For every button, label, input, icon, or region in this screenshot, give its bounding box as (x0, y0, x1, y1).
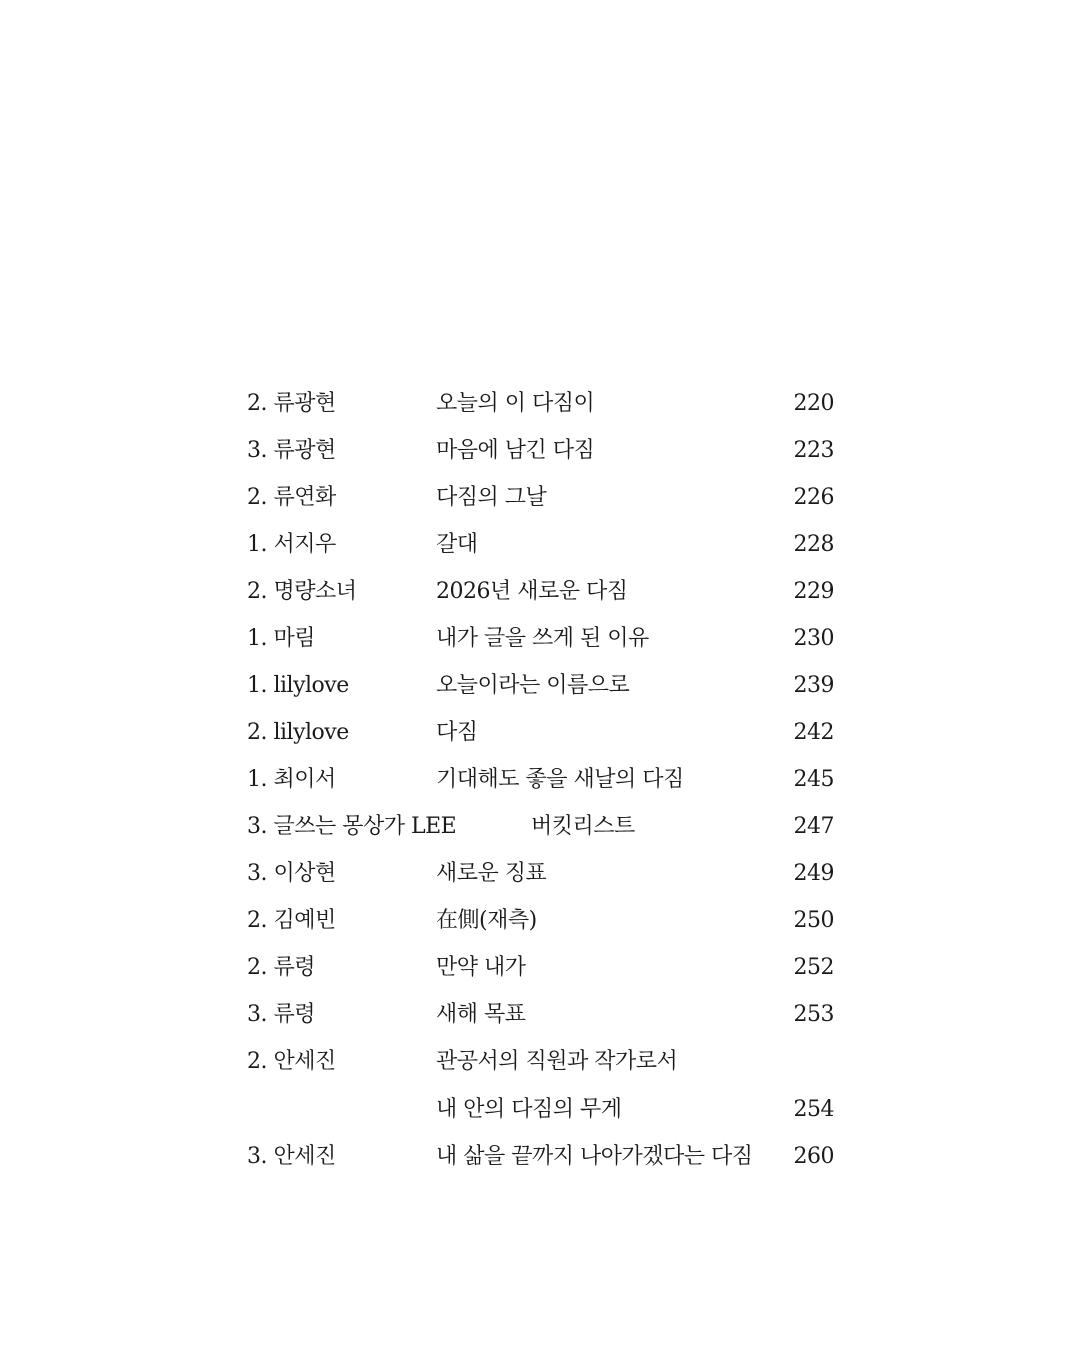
toc-author: 3. 안세진 (247, 1144, 336, 1169)
toc-author: 1. 최이서 (247, 767, 336, 792)
toc-page-number: 226 (793, 485, 834, 510)
toc-entry (0, 663, 1080, 710)
toc-page-number: 220 (793, 391, 834, 416)
toc-author: 1. 서지우 (247, 532, 336, 557)
toc-author: 3. 이상현 (247, 861, 336, 886)
toc-title: 오늘이라는 이름으로 (436, 673, 630, 698)
toc-entry (0, 569, 1080, 616)
toc-page-number: 223 (793, 438, 834, 463)
toc-title: 새해 목표 (436, 1002, 526, 1027)
toc-author: 3. 류광현 (247, 438, 336, 463)
toc-author: 3. 글쓰는 몽상가 LEE (247, 814, 457, 839)
toc-title: 오늘의 이 다짐이 (436, 391, 595, 416)
toc-page-number: 247 (793, 814, 834, 839)
toc-title: 관공서의 직원과 작가로서 (436, 1049, 678, 1074)
toc-title: 마음에 남긴 다짐 (436, 438, 595, 463)
toc-title: 在側(재측) (436, 908, 537, 933)
toc-page-number: 249 (793, 861, 834, 886)
toc-entry (0, 1134, 1080, 1181)
toc-page-number: 253 (793, 1002, 834, 1027)
toc-title: 다짐 (436, 720, 478, 745)
toc-page-number: 228 (793, 532, 834, 557)
toc-entry (0, 945, 1080, 992)
toc-title: 버킷리스트 (531, 814, 635, 839)
toc-entry (0, 428, 1080, 475)
toc-author: 2. 명량소녀 (247, 579, 357, 604)
toc-entry (0, 522, 1080, 569)
toc-entry (0, 898, 1080, 945)
toc-entry (0, 757, 1080, 804)
toc-page-number: 250 (793, 908, 834, 933)
toc-title: 기대해도 좋을 새날의 다짐 (436, 767, 684, 792)
toc-page-number: 242 (793, 720, 834, 745)
toc-author: 3. 류령 (247, 1002, 315, 1027)
toc-title: 내 삶을 끝까지 나아가겠다는 다짐 (436, 1144, 753, 1169)
toc-author: 1. lilylove (247, 673, 349, 698)
toc-entry (0, 381, 1080, 428)
toc-author: 2. 류광현 (247, 391, 336, 416)
toc-page-number: 260 (793, 1144, 834, 1169)
toc-title: 새로운 징표 (436, 861, 547, 886)
toc-title: 내가 글을 쓰게 된 이유 (436, 626, 649, 651)
toc-page-number: 254 (793, 1097, 834, 1122)
toc-entry (0, 1039, 1080, 1086)
toc-author: 2. 류연화 (247, 485, 336, 510)
toc-author: 2. 안세진 (247, 1049, 336, 1074)
toc-author: 2. 김예빈 (247, 908, 336, 933)
toc-entry (0, 710, 1080, 757)
toc-entry (0, 1087, 1080, 1134)
toc-entry (0, 616, 1080, 663)
toc-entry (0, 992, 1080, 1039)
toc-page-number: 252 (793, 955, 834, 980)
toc-page-number: 245 (793, 767, 834, 792)
toc-title: 갈대 (436, 532, 478, 557)
toc-title: 만약 내가 (436, 955, 526, 980)
toc-author: 1. 마림 (247, 626, 315, 651)
toc-author: 2. 류령 (247, 955, 315, 980)
toc-title: 2026년 새로운 다짐 (436, 579, 628, 604)
toc-title: 내 안의 다짐의 무게 (436, 1097, 622, 1122)
toc-entry (0, 851, 1080, 898)
toc-page-number: 239 (793, 673, 834, 698)
toc-page-number: 230 (793, 626, 834, 651)
toc-entry (0, 475, 1080, 522)
toc-title: 다짐의 그날 (436, 485, 547, 510)
toc-entry (0, 804, 1080, 851)
toc-author: 2. lilylove (247, 720, 349, 745)
toc-page-number: 229 (793, 579, 834, 604)
